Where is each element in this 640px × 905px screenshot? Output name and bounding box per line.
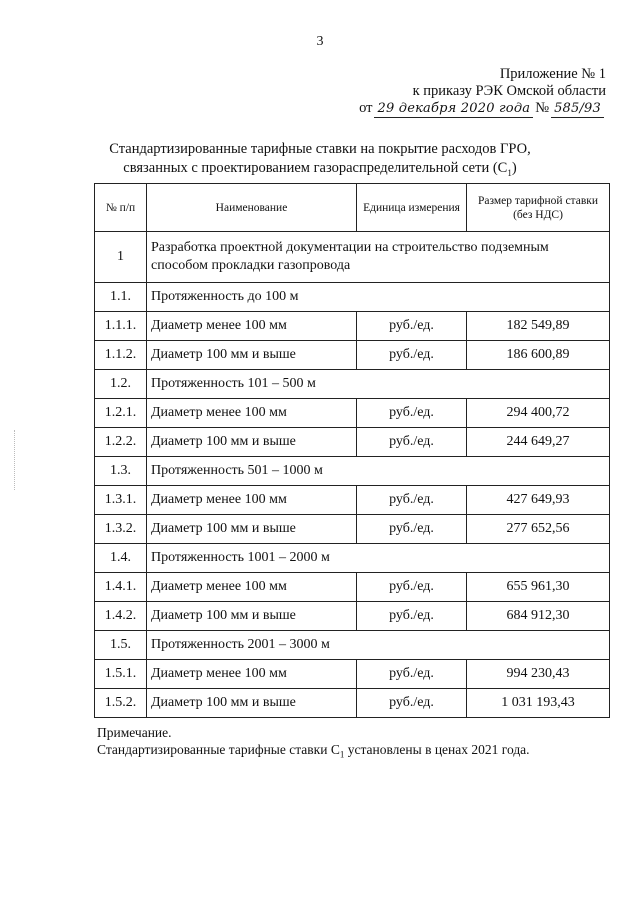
number-prefix: №	[535, 100, 550, 116]
row-price: 277 652,56	[467, 515, 610, 544]
row-name: Протяженность 2001 – 3000 м	[147, 631, 610, 660]
note-text-before: Стандартизированные тарифные ставки С	[97, 742, 340, 757]
row-num: 1	[95, 232, 147, 283]
row-name: Диаметр менее 100 мм	[147, 573, 357, 602]
row-unit: руб./ед.	[357, 486, 467, 515]
date-prefix: от	[359, 100, 373, 116]
row-num: 1.2.	[95, 370, 147, 399]
row-unit: руб./ед.	[357, 515, 467, 544]
row-price: 244 649,27	[467, 428, 610, 457]
title-line-2	[0, 159, 640, 183]
row-num: 1.2.2.	[95, 428, 147, 457]
row-num: 1.1.2.	[95, 341, 147, 370]
table-row	[95, 573, 610, 602]
row-name: Протяженность до 100 м	[147, 283, 610, 312]
table-row	[95, 660, 610, 689]
appendix-order-ref: к приказу РЭК Омской области	[412, 83, 606, 99]
row-unit: руб./ед.	[357, 399, 467, 428]
table-row-subsection	[95, 457, 610, 486]
note-text-after: установлены в ценах 2021 года.	[344, 742, 530, 757]
title-subscript: 1	[507, 167, 512, 178]
row-num: 1.5.	[95, 631, 147, 660]
table-row	[95, 341, 610, 370]
row-num: 1.4.2.	[95, 602, 147, 631]
row-price: 186 600,89	[467, 341, 610, 370]
row-unit: руб./ед.	[357, 341, 467, 370]
margin-mark	[14, 430, 16, 490]
row-num: 1.5.2.	[95, 689, 147, 718]
table-row	[95, 602, 610, 631]
appendix-header	[359, 66, 606, 118]
row-unit: руб./ед.	[357, 312, 467, 341]
tariff-table	[94, 183, 610, 718]
row-num: 1.3.1.	[95, 486, 147, 515]
row-name: Диаметр 100 мм и выше	[147, 515, 357, 544]
note-label: Примечание.	[97, 725, 172, 740]
header-name: Наименование	[147, 184, 357, 232]
row-num: 1.5.1.	[95, 660, 147, 689]
row-unit: руб./ед.	[357, 428, 467, 457]
page-number: 3	[316, 34, 324, 49]
note-subscript: 1	[339, 749, 345, 760]
row-num: 1.4.	[95, 544, 147, 573]
row-name: Диаметр 100 мм и выше	[147, 341, 357, 370]
row-name: Диаметр 100 мм и выше	[147, 602, 357, 631]
table-body	[95, 232, 610, 718]
table-row-subsection	[95, 283, 610, 312]
title-line-2-end: )	[511, 160, 517, 176]
row-price: 655 961,30	[467, 573, 610, 602]
document-title	[0, 140, 640, 183]
handwritten-number: 585/93	[551, 100, 604, 118]
appendix-date-line	[359, 100, 606, 118]
table-row	[95, 486, 610, 515]
row-num: 1.4.1.	[95, 573, 147, 602]
row-num: 1.2.1.	[95, 399, 147, 428]
appendix-title: Приложение № 1	[499, 66, 606, 82]
row-num: 1.1.	[95, 283, 147, 312]
title-line-2-main: связанных с проектированием газораспределительной сети (С	[123, 160, 508, 176]
row-name: Диаметр менее 100 мм	[147, 660, 357, 689]
row-num: 1.1.1.	[95, 312, 147, 341]
row-name: Диаметр менее 100 мм	[147, 312, 357, 341]
table-row	[95, 515, 610, 544]
row-name: Протяженность 501 – 1000 м	[147, 457, 610, 486]
row-price: 182 549,89	[467, 312, 610, 341]
row-unit: руб./ед.	[357, 573, 467, 602]
table-row-subsection	[95, 370, 610, 399]
table-row	[95, 399, 610, 428]
table-row-section-1	[95, 232, 610, 283]
header-unit: Единица измерения	[357, 184, 467, 232]
row-price: 684 912,30	[467, 602, 610, 631]
title-line-1: Стандартизированные тарифные ставки на покрытие расходов ГРО,	[109, 141, 531, 157]
table-row	[95, 689, 610, 718]
row-price: 427 649,93	[467, 486, 610, 515]
row-name: Протяженность 1001 – 2000 м	[147, 544, 610, 573]
row-unit: руб./ед.	[357, 689, 467, 718]
handwritten-date: 29 декабря 2020 года	[374, 100, 533, 118]
row-name: Диаметр менее 100 мм	[147, 399, 357, 428]
row-name: Разработка проектной документации на строительство подземным способом прокладки газопровода	[147, 232, 610, 283]
row-name: Диаметр менее 100 мм	[147, 486, 357, 515]
row-name: Протяженность 101 – 500 м	[147, 370, 610, 399]
row-price: 994 230,43	[467, 660, 610, 689]
table-header-row	[95, 184, 610, 232]
row-unit: руб./ед.	[357, 660, 467, 689]
row-unit: руб./ед.	[357, 602, 467, 631]
row-name: Диаметр 100 мм и выше	[147, 689, 357, 718]
table-row	[95, 312, 610, 341]
row-num: 1.3.2.	[95, 515, 147, 544]
header-price: Размер тарифной ставки (без НДС)	[467, 184, 610, 232]
table-row-subsection	[95, 631, 610, 660]
row-price: 1 031 193,43	[467, 689, 610, 718]
table-row-subsection	[95, 544, 610, 573]
row-price: 294 400,72	[467, 399, 610, 428]
note-text	[97, 741, 530, 764]
row-num: 1.3.	[95, 457, 147, 486]
header-num: № п/п	[95, 184, 147, 232]
table-row	[95, 428, 610, 457]
note-block	[97, 724, 530, 764]
row-name: Диаметр 100 мм и выше	[147, 428, 357, 457]
